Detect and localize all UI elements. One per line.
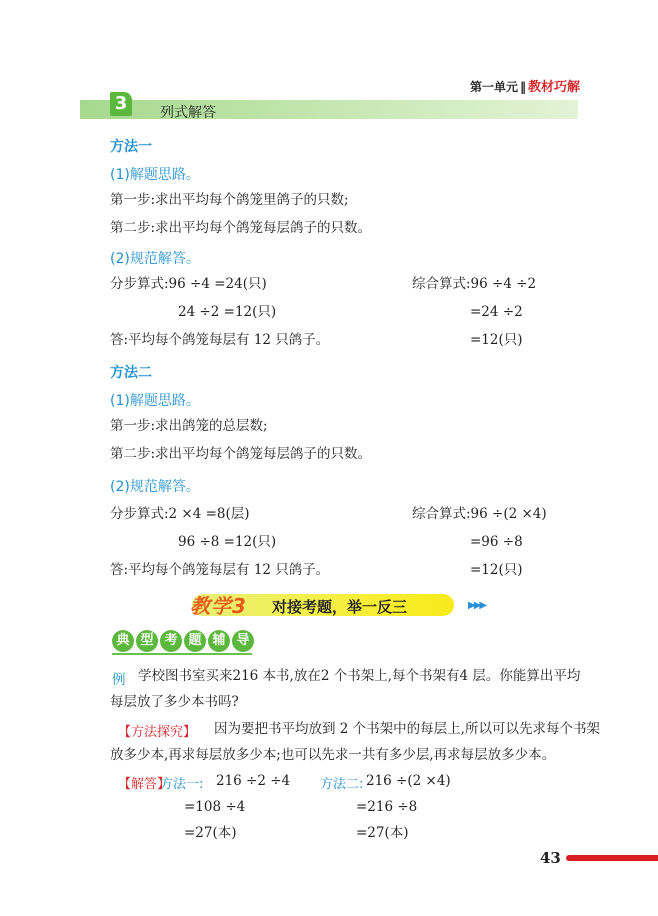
method2-heading: 方法二 (110, 365, 152, 381)
section-number: 3 (110, 92, 132, 116)
method2-step-calc-1: 分步算式:2 ×4 =8(层) (110, 506, 250, 522)
typical-tag (112, 630, 254, 652)
running-header (470, 76, 580, 95)
solution-m1-label: 方法一: (160, 777, 204, 792)
method1-combined-1: 综合算式:96 ÷4 ÷2 (412, 276, 537, 292)
tag-char: 题 (184, 630, 206, 652)
method1-step-calc-2: 24 ÷2 =12(只) (178, 304, 277, 320)
method1-combined-3: =12(只) (470, 332, 523, 348)
method1-step-calc-1: 分步算式:96 ÷4 =24(只) (110, 276, 267, 292)
method1-thinking-label: (1)解题思路。 (110, 167, 200, 183)
banner-lead: 教学3 (190, 594, 247, 618)
method1-heading: 方法一 (110, 139, 152, 155)
method1-solve-label: (2)规范解答。 (110, 251, 200, 267)
method2-step1: 第一步:求出鸽笼的总层数; (110, 418, 268, 434)
solution-m2-line1: 216 ÷(2 ×4) (366, 773, 451, 789)
tag-char: 导 (232, 630, 254, 652)
method2-thinking-label: (1)解题思路。 (110, 393, 200, 409)
typical-underline (112, 653, 252, 655)
example-line1: 学校图书室买来216 本书,放在2 个书架上,每个书架有4 层。你能算出平均 (138, 668, 581, 684)
page-number-bar (566, 855, 658, 861)
method2-combined-2: =96 ÷8 (470, 534, 523, 550)
solution-m2-label: 方法二: (320, 777, 364, 792)
solution-m2-line2: =216 ÷8 (356, 799, 418, 815)
example-label: 例 (112, 672, 126, 688)
solution-m2-line3: =27(本) (356, 825, 409, 841)
tag-char: 辅 (208, 630, 230, 652)
method1-step2: 第二步:求出平均每个鸽笼每层鸽子的只数。 (110, 220, 372, 236)
method-explore-label: 【方法探究】 (118, 725, 197, 740)
section-bar (80, 100, 578, 119)
method1-answer: 答:平均每个鸽笼每层有 12 只鸽子。 (110, 332, 330, 348)
method1-combined-2: =24 ÷2 (470, 304, 523, 320)
method2-answer: 答:平均每个鸽笼每层有 12 只鸽子。 (110, 562, 330, 578)
section-title: 列式解答 (160, 105, 216, 121)
method-line1: 因为要把书平均放到 2 个书架中的每层上,所以可以先求每个书架 (214, 721, 600, 737)
tag-char: 型 (136, 630, 158, 652)
method2-step-calc-2: 96 ÷8 =12(只) (178, 534, 277, 550)
header-title: 教材巧解 (527, 80, 580, 95)
page-number: 43 (540, 849, 561, 867)
method2-combined-3: =12(只) (470, 562, 523, 578)
method1-step1: 第一步:求出平均每个鸽笼里鸽子的只数; (110, 192, 349, 208)
unit-label: 第一单元 (469, 80, 518, 94)
banner-arrows-icon: ▶▶▶ (468, 600, 486, 611)
solution-m1-line3: =27(本) (184, 825, 237, 841)
method-line2: 放多少本,再求每层放多少本;也可以先求一共有多少层,再求每层放多少本。 (110, 747, 556, 763)
banner-text: 对接考题，举一反三 (272, 598, 408, 616)
method2-step2: 第二步:求出平均每个鸽笼每层鸽子的只数。 (110, 446, 372, 462)
tag-char: 典 (112, 630, 134, 652)
solution-label: 【解答】 (118, 777, 171, 792)
solution-m1-line2: =108 ÷4 (184, 799, 246, 815)
method2-solve-label: (2)规范解答。 (110, 479, 200, 495)
tag-char: 考 (160, 630, 182, 652)
header-separator: ‖ (519, 80, 526, 94)
solution-m1-line1: 216 ÷2 ÷4 (216, 773, 291, 789)
method2-combined-1: 综合算式:96 ÷(2 ×4) (412, 506, 547, 522)
example-line2: 每层放了多少本书吗? (110, 694, 239, 710)
